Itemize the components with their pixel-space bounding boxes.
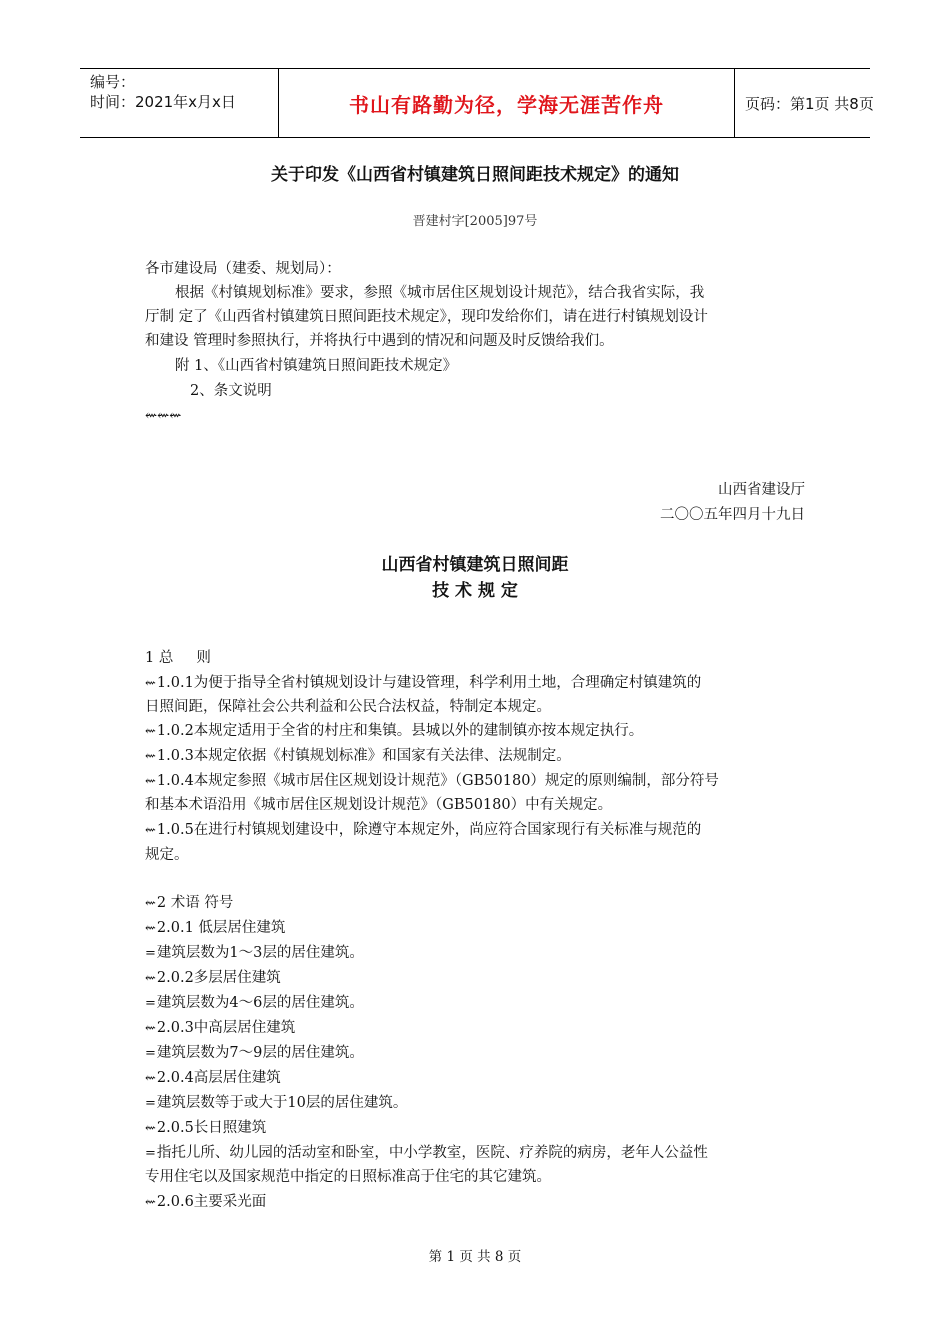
reg-text: 2.0.2多层居住建筑 <box>156 970 281 986</box>
reg-line <box>145 1143 708 1164</box>
hand-pointer-icon: ⇜ <box>145 1121 156 1136</box>
page-code: 页码：第1页 共8页 <box>745 94 874 113</box>
equals-icon: = <box>145 1046 156 1061</box>
addressee: 各市建设局（建委、规划局）： <box>145 261 341 277</box>
hand-pointer-icon: ⇜ <box>145 774 156 789</box>
reg-text: 2.0.6主要采光面 <box>156 1194 267 1210</box>
reg-line <box>145 721 643 742</box>
reg-line: 和基本术语沿用《城市居住区规划设计规范》（GB50180）中有关规定。 <box>145 797 613 813</box>
reg-line <box>145 1118 266 1139</box>
motto-text: 书山有路勤为径，学海无涯苦作舟 <box>349 92 664 117</box>
equals-icon: = <box>145 996 156 1011</box>
hand-pointer-icon: ⇜ <box>145 896 156 911</box>
reg-text: 1.0.2本规定适用于全省的村庄和集镇。县城以外的建制镇亦按本规定执行。 <box>156 723 644 739</box>
regulation-title-line-1: 山西省村镇建筑日照间距 <box>381 555 569 575</box>
hand-pointer-icon: ⇜ <box>145 1021 156 1036</box>
hand-pointer-icon: ⇜ <box>145 676 156 691</box>
reg-text: 1.0.5在进行村镇规划建设中，除遵守本规定外，尚应符合国家现行有关标准与规范的 <box>156 822 702 838</box>
hand-pointer-icon: ⇜ <box>145 921 156 936</box>
reg-text: 建筑层数为1～3层的居住建筑。 <box>156 945 364 961</box>
hand-pointer-icon: ⇜ <box>145 1195 156 1210</box>
doc-number: 晋建村字[2005]97号 <box>412 214 538 229</box>
reg-line <box>145 771 719 792</box>
reg-line <box>145 1068 281 1089</box>
time-label: 时间：2021年x月x日 <box>90 93 236 111</box>
reg-text: 1.0.3本规定依据《村镇规划标准》和国家有关法律、法规制定。 <box>156 748 571 764</box>
reg-line <box>145 746 571 767</box>
reg-text: 2.0.4高层居住建筑 <box>156 1070 281 1086</box>
reg-line <box>145 1192 266 1213</box>
issuer: 山西省建设厅 <box>718 482 805 498</box>
reg-line <box>145 993 364 1014</box>
reg-line: 规定。 <box>145 847 189 863</box>
hand-pointer-icon: ⇜ <box>145 1071 156 1086</box>
reg-line <box>145 1093 407 1114</box>
hand-pointer-icon: ⇜ <box>145 749 156 764</box>
reg-text: 2.0.3中高层居住建筑 <box>156 1020 296 1036</box>
reg-line <box>145 1043 364 1064</box>
reg-text: 建筑层数等于或大于10层的居住建筑。 <box>156 1095 408 1111</box>
attachment-2: 2、条文说明 <box>190 383 272 399</box>
reg-line <box>145 820 701 841</box>
reg-text: 1.0.4本规定参照《城市居住区规划设计规范》（GB50180）规定的原则编制，部分符号 <box>156 773 719 789</box>
equals-icon: = <box>145 1146 156 1161</box>
equals-icon: = <box>145 946 156 961</box>
notice-title: 关于印发《山西省村镇建筑日照间距技术规定》的通知 <box>271 165 679 185</box>
header-motto-cell <box>279 69 735 137</box>
reg-text: 1.0.1为便于指导全省村镇规划设计与建设管理，科学利用土地，合理确定村镇建筑的 <box>156 675 702 691</box>
hand-pointer-icon: ⇜ <box>145 823 156 838</box>
reg-line <box>145 968 281 989</box>
equals-icon: = <box>145 1096 156 1111</box>
reg-line: 日照间距，保障社会公共利益和公民合法权益，特制定本规定。 <box>145 699 551 715</box>
reg-text: 指托儿所、幼儿园的活动室和卧室，中小学教室，医院、疗养院的病房，老年人公益性 <box>156 1145 708 1161</box>
reg-text: 2.0.1 低层居住建筑 <box>156 920 286 936</box>
regulation-title-line-2: 技 术 规 定 <box>432 581 518 601</box>
notice-body-line-3: 和建设 管理时参照执行，并将执行中遇到的情况和问题及时反馈给我们。 <box>145 333 614 349</box>
header-table <box>80 68 874 138</box>
ornament-glyphs: ⇜⇜⇜ <box>145 408 182 424</box>
number-label: 编号： <box>90 73 136 91</box>
reg-text: 建筑层数为7～9层的居住建筑。 <box>156 1045 364 1061</box>
reg-line <box>145 943 364 964</box>
reg-line <box>145 918 285 939</box>
reg-line <box>145 673 701 694</box>
attachment-1: 附 1、《山西省村镇建筑日照间距技术规定》 <box>175 358 458 374</box>
reg-text: 2.0.5长日照建筑 <box>156 1120 267 1136</box>
hand-pointer-icon: ⇜ <box>145 724 156 739</box>
notice-body-line-1: 根据《村镇规划标准》要求，参照《城市居住区规划设计规范》，结合我省实际，我 <box>175 285 705 301</box>
section-2-heading <box>145 893 233 914</box>
reg-line <box>145 1018 295 1039</box>
section-1-heading: 1 总 则 <box>145 650 211 666</box>
issue-date: 二〇〇五年四月十九日 <box>660 507 805 523</box>
notice-body-line-2: 厅制 定了《山西省村镇建筑日照间距技术规定》，现印发给你们，请在进行村镇规划设计 <box>145 309 708 325</box>
page-footer: 第 1 页 共 8 页 <box>428 1249 522 1265</box>
reg-text: 建筑层数为4～6层的居住建筑。 <box>156 995 364 1011</box>
header-page-cell <box>735 69 874 137</box>
header-meta-cell <box>80 69 279 137</box>
reg-text: 2 术语 符号 <box>156 895 234 911</box>
hand-pointer-icon: ⇜ <box>145 971 156 986</box>
reg-line: 专用住宅以及国家规范中指定的日照标准高于住宅的其它建筑。 <box>145 1169 551 1185</box>
